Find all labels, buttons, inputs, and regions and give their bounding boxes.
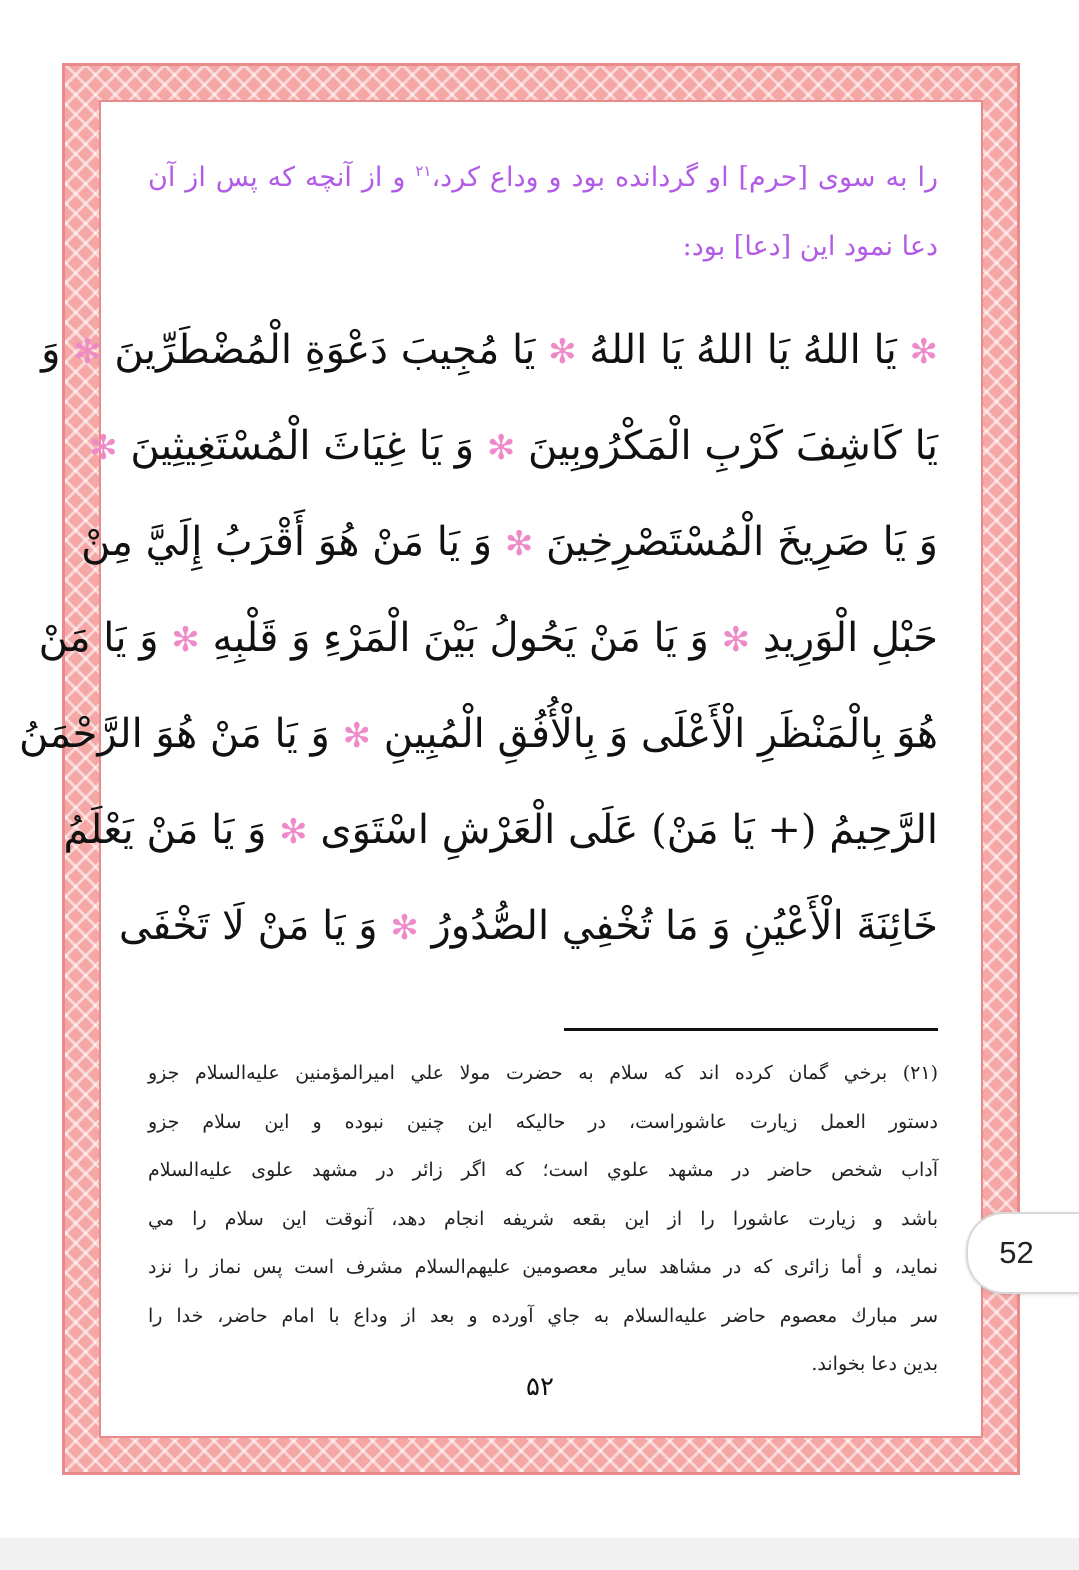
arabic-line (118, 894, 938, 958)
arabic-text: وَ يَا مَنْ (38, 615, 172, 661)
star-separator-icon: ✻ (548, 332, 577, 372)
page-number: ۵۲ (526, 1372, 554, 1402)
arabic-line (63, 798, 938, 862)
arabic-text: وَ يَا مَنْ يَحُولُ بَيْنَ الْمَرْءِ وَ قَلْبِهِ (199, 615, 722, 661)
arabic-line (19, 702, 938, 766)
viewer-bottom-strip (0, 1538, 1079, 1570)
star-separator-icon: ✻ (171, 620, 200, 660)
star-separator-icon: ✻ (73, 332, 102, 372)
arabic-line (81, 510, 938, 574)
arabic-text: وَ يَا مَنْ يَعْلَمُ (63, 807, 280, 853)
star-separator-icon: ✻ (909, 332, 938, 372)
persian-text: دعا نمود این [دعا] بود: (682, 231, 938, 262)
arabic-line (41, 318, 938, 382)
arabic-text: وَ يَا مَنْ لَا تَخْفَى (118, 903, 391, 949)
arabic-text: يَا كَاشِفَ كَرْبِ الْمَكْرُوبِينَ (515, 423, 938, 469)
persian-text: و از آنچه که پس از آن (148, 162, 416, 193)
star-separator-icon: ✻ (342, 716, 372, 756)
arabic-text: وَ يَا مَنْ هُوَ الرَّحْمَنُ (19, 711, 343, 757)
arabic-text: وَ يَا صَرِيخَ الْمُسْتَصْرِخِينَ (533, 519, 938, 565)
footnote-line: باشد و زيارت عاشورا را از اين بقعه شريفه انجام دهد، آنوقت اين سلام را مي (148, 1207, 938, 1230)
persian-text: را به سوی [حرم] او گردانده بود و وداع کرد، (431, 162, 938, 193)
footnote-line: (۲۱) برخي گمان كرده اند كه سلام به حضرت مولا علي اميرالمؤمنين عليه‌السلام جزو (148, 1062, 938, 1084)
arabic-text: خَائِنَةَ الْأَعْيُنِ وَ مَا تُخْفِي الصُّدُورُ (418, 903, 938, 949)
footnote-ref[interactable]: ۲۱ (415, 162, 432, 180)
arabic-text: وَ يَا غِيَاثَ الْمُسْتَغِيثِينَ (117, 423, 487, 469)
footnotes (148, 1058, 938, 1398)
persian-intro (148, 150, 938, 302)
arabic-text: يَا مُجِيبَ دَعْوَةِ الْمُضْطَرِّينَ (101, 327, 549, 373)
footnote-line: سر مبارك معصوم حاضر عليه‌السلام به جاي آورده و بعد از وداع با امام حاضر، خدا را (148, 1304, 938, 1327)
footnote-line: دستور العمل زيارت عاشوراست، در حاليكه اين چنين نبوده و اين سلام جزو (148, 1110, 938, 1133)
arabic-text: هُوَ بِالْمَنْظَرِ الْأَعْلَى وَ بِالْأُفُقِ الْمُبِينِ (371, 711, 938, 757)
persian-line (148, 150, 938, 194)
arabic-text: حَبْلِ الْوَرِيدِ (750, 615, 938, 661)
star-separator-icon: ✻ (504, 524, 534, 564)
page-indicator-label: 52 (999, 1235, 1034, 1270)
star-separator-icon: ✻ (721, 620, 751, 660)
footnote-line: آداب شخص حاضر در مشهد علوي است؛ كه اگر زائر در مشهد علوی عليه‌السلام (148, 1159, 938, 1181)
arabic-text: الرَّحِيمُ (+ يَا مَنْ) عَلَى الْعَرْشِ اسْتَوَى (307, 807, 938, 853)
footnote-line: بدين دعا بخواند. (811, 1353, 938, 1375)
arabic-line (89, 414, 938, 478)
arabic-line (38, 606, 938, 670)
arabic-text: وَ يَا مَنْ هُوَ أَقْرَبُ إِلَيَّ مِنْ (81, 519, 505, 565)
star-separator-icon: ✻ (279, 812, 308, 852)
page-indicator-tab[interactable] (966, 1212, 1079, 1294)
footnote-divider (564, 1028, 938, 1031)
star-separator-icon: ✻ (390, 908, 419, 948)
star-separator-icon: ✻ (89, 428, 118, 468)
arabic-text: وَ (41, 327, 74, 373)
footnote-line: نمايد، و أما زائرى كه در مشاهد ساير معصومين عليهم‌السلام مشرف است پس نماز را نزد (148, 1256, 938, 1278)
persian-line (148, 226, 938, 270)
arabic-prayer (19, 318, 938, 990)
star-separator-icon: ✻ (486, 428, 516, 468)
arabic-text: يَا اللهُ يَا اللهُ يَا اللهُ (576, 327, 910, 373)
